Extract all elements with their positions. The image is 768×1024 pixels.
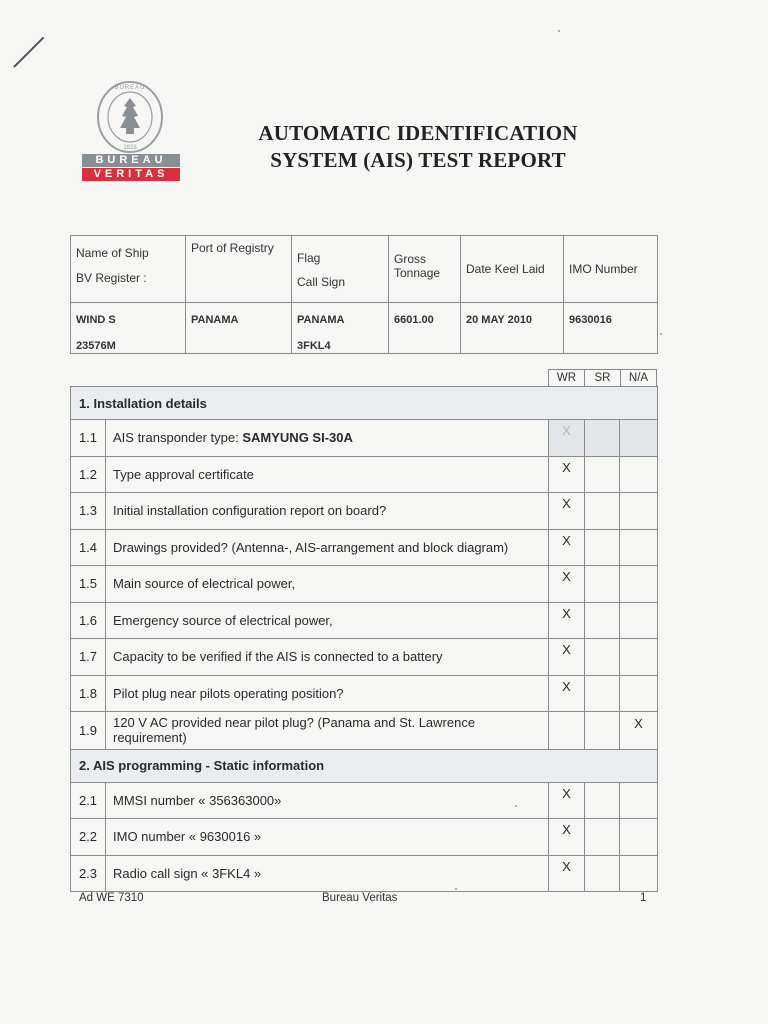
- ship-name-value-cell: [71, 303, 186, 354]
- sr-mark: [585, 456, 620, 493]
- sr-mark: [585, 493, 620, 530]
- item-number: 2.3: [71, 855, 106, 892]
- item-number: 1.9: [71, 712, 106, 750]
- checklist-row: [71, 712, 658, 750]
- status-column-header: [548, 369, 657, 387]
- item-number: 1.2: [71, 456, 106, 493]
- gross-tonnage-label-cell: [389, 236, 461, 303]
- na-mark: [620, 529, 658, 566]
- item-text: Capacity to be verified if the AIS is connected to a battery: [106, 639, 549, 676]
- wr-mark: X: [549, 493, 585, 530]
- svg-text:1828: 1828: [123, 145, 137, 151]
- checklist-row: [71, 675, 658, 712]
- sr-mark: [585, 420, 620, 457]
- report-title-line-1: AUTOMATIC IDENTIFICATION: [258, 121, 578, 145]
- ship-info-header-row: [71, 236, 658, 303]
- checklist-row: [71, 639, 658, 676]
- item-text: Initial installation configuration report on board?: [106, 493, 549, 530]
- sr-mark: [585, 819, 620, 856]
- bureau-veritas-seal-icon: [96, 80, 164, 154]
- item-text: Main source of electrical power,: [106, 566, 549, 603]
- na-mark: [620, 493, 658, 530]
- item-number: 2.1: [71, 782, 106, 819]
- sr-mark: [585, 855, 620, 892]
- bv-register-label: BV Register :: [76, 271, 147, 285]
- report-title-line-2: SYSTEM (AIS) TEST REPORT: [270, 148, 566, 172]
- item-text: MMSI number « 356363000»: [106, 782, 549, 819]
- na-mark: [620, 855, 658, 892]
- call-sign-label: Call Sign: [297, 275, 346, 289]
- na-mark: [620, 819, 658, 856]
- imo-number-label: IMO Number: [564, 236, 658, 303]
- flag-label: Flag: [297, 251, 321, 265]
- date-keel-laid-value: 20 MAY 2010: [461, 303, 564, 354]
- checklist-row: [71, 566, 658, 603]
- section-title: 2. AIS programming - Static information: [71, 749, 658, 782]
- checklist-row: [71, 819, 658, 856]
- item-number: 1.3: [71, 493, 106, 530]
- sr-mark: [585, 675, 620, 712]
- flag-value-cell: [292, 303, 389, 354]
- call-sign-value: 3FKL4: [297, 340, 331, 352]
- name-of-ship-label: Name of Ship: [76, 246, 149, 260]
- checklist-table: [70, 386, 658, 892]
- sr-mark: [585, 529, 620, 566]
- checklist-row: [71, 456, 658, 493]
- na-mark: [620, 675, 658, 712]
- page-number: 1: [640, 892, 647, 904]
- port-of-registry-label: Port of Registry: [186, 236, 292, 303]
- form-code: Ad WE 7310: [79, 892, 144, 904]
- section-header-ais-programming: [71, 749, 658, 782]
- footer-company: Bureau Veritas: [322, 892, 398, 904]
- ship-info-table: [70, 235, 658, 354]
- scan-pen-mark: [13, 37, 44, 68]
- imo-number-value: 9630016: [564, 303, 658, 354]
- na-mark: [620, 566, 658, 603]
- sr-mark: [585, 639, 620, 676]
- gross-tonnage-value: 6601.00: [389, 303, 461, 354]
- svg-text:BUREAU: BUREAU: [114, 85, 146, 91]
- wr-mark: X: [549, 456, 585, 493]
- item-text: Drawings provided? (Antenna-, AIS-arrangement and block diagram): [106, 529, 549, 566]
- na-mark: [620, 782, 658, 819]
- column-na-label: N/A: [621, 370, 657, 387]
- column-wr-label: WR: [549, 370, 585, 387]
- bureau-veritas-logo: [82, 80, 180, 188]
- item-text: [106, 420, 549, 457]
- na-mark: [620, 602, 658, 639]
- section-header-installation: [71, 387, 658, 420]
- ship-name-value: WIND S: [76, 314, 116, 326]
- checklist-row: [71, 529, 658, 566]
- scan-speck: [558, 30, 560, 32]
- ship-info-value-row: [71, 303, 658, 354]
- na-mark: [620, 420, 658, 457]
- wr-mark: [549, 712, 585, 750]
- item-text: Emergency source of electrical power,: [106, 602, 549, 639]
- checklist-row: [71, 782, 658, 819]
- sr-mark: [585, 602, 620, 639]
- ship-name-label-cell: [71, 236, 186, 303]
- checklist-row: [71, 420, 658, 457]
- item-number: 1.8: [71, 675, 106, 712]
- item-text-bold: SAMYUNG SI-30A: [242, 430, 353, 446]
- flag-value: PANAMA: [297, 314, 345, 326]
- wr-mark: X: [549, 566, 585, 603]
- wr-mark: X: [549, 819, 585, 856]
- item-number: 1.4: [71, 529, 106, 566]
- logo-word-veritas: VERITAS: [82, 168, 180, 181]
- item-text: Pilot plug near pilots operating position?: [106, 675, 549, 712]
- item-text: Type approval certificate: [106, 456, 549, 493]
- na-mark: [620, 639, 658, 676]
- wr-mark: X: [549, 855, 585, 892]
- sr-mark: [585, 712, 620, 750]
- bv-register-value: 23576M: [76, 340, 116, 352]
- na-mark: [620, 456, 658, 493]
- flag-label-cell: [292, 236, 389, 303]
- checklist-row: [71, 855, 658, 892]
- na-mark: X: [620, 712, 658, 750]
- gross-label: Gross: [394, 252, 427, 266]
- wr-mark: X: [549, 675, 585, 712]
- item-number: 1.7: [71, 639, 106, 676]
- wr-mark: X: [549, 639, 585, 676]
- sr-mark: [585, 782, 620, 819]
- item-text-plain: AIS transponder type:: [113, 430, 243, 446]
- item-number: 2.2: [71, 819, 106, 856]
- item-text: Radio call sign « 3FKL4 »: [106, 855, 549, 892]
- date-keel-laid-label: Date Keel Laid: [461, 236, 564, 303]
- column-sr-label: SR: [585, 370, 621, 387]
- wr-mark: X: [549, 420, 585, 457]
- wr-mark: X: [549, 602, 585, 639]
- checklist-row: [71, 493, 658, 530]
- item-number: 1.6: [71, 602, 106, 639]
- item-text: IMO number « 9630016 »: [106, 819, 549, 856]
- wr-mark: X: [549, 529, 585, 566]
- logo-word-bureau: BUREAU: [82, 154, 180, 167]
- item-number: 1.5: [71, 566, 106, 603]
- checklist-row: [71, 602, 658, 639]
- port-of-registry-value: PANAMA: [186, 303, 292, 354]
- item-text: 120 V AC provided near pilot plug? (Panama and St. Lawrence requirement): [106, 712, 549, 750]
- section-title: 1. Installation details: [71, 387, 658, 420]
- sr-mark: [585, 566, 620, 603]
- scan-speck: [660, 333, 662, 335]
- tonnage-label: Tonnage: [394, 266, 441, 280]
- wr-mark: X: [549, 782, 585, 819]
- report-title: [218, 120, 618, 174]
- item-number: 1.1: [71, 420, 106, 457]
